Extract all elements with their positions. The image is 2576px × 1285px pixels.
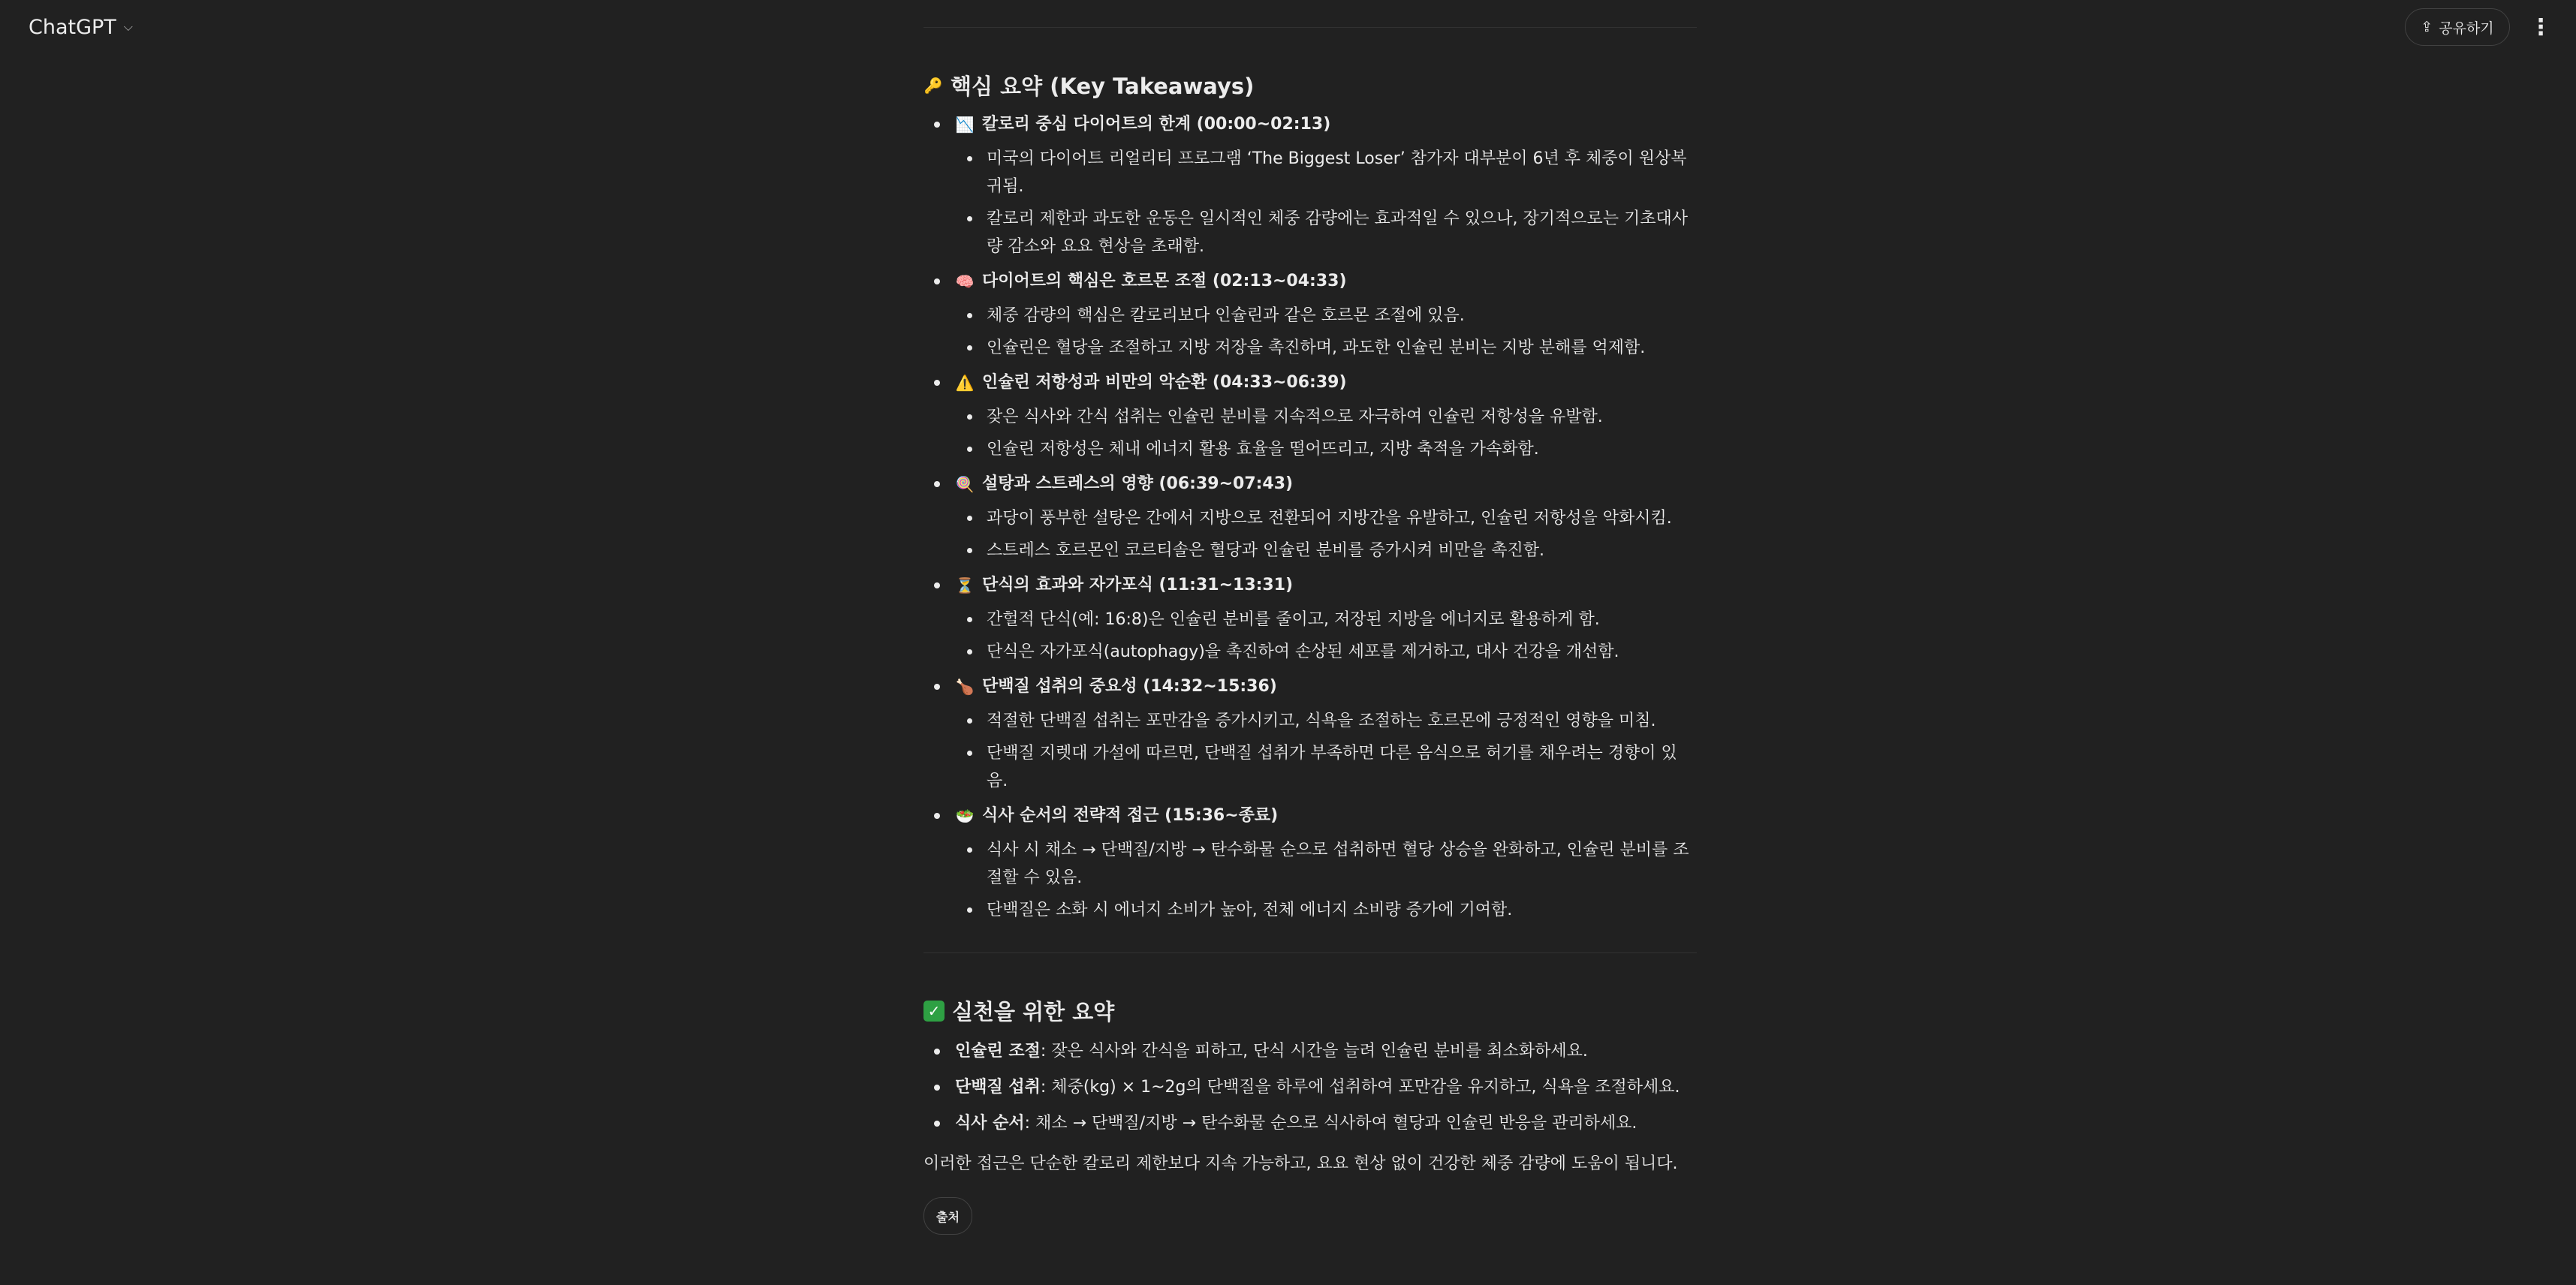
section-emoji-icon: ⚠️ (955, 374, 975, 392)
takeaway-point: 간헐적 단식(예: 16:8)은 인슐린 분비를 줄이고, 저장된 지방을 에너지로 활용하게 함. (955, 606, 1697, 633)
share-icon: ⇪ (2421, 19, 2433, 35)
takeaways-list (923, 108, 1697, 924)
takeaway-point: 단백질은 소화 시 에너지 소비가 높아, 전체 에너지 소비량 증가에 기여함. (955, 896, 1697, 924)
chevron-down-icon: ⌵ (123, 20, 133, 34)
check-mark-icon: ✓ (923, 1001, 945, 1022)
takeaway-section (923, 108, 1697, 260)
section-title-text: 단백질 섭취의 중요성 (14:32~15:36) (982, 677, 1277, 696)
section-emoji-icon: 📉 (955, 116, 975, 134)
sources-button[interactable]: 출처 (923, 1197, 972, 1235)
section-title-text: 식사 순서의 전략적 접근 (15:36~종료) (982, 806, 1279, 825)
takeaway-section (923, 366, 1697, 463)
takeaway-point: 인슐린 저항성은 체내 에너지 활용 효율을 떨어뜨리고, 지방 축적을 가속화함. (955, 435, 1697, 463)
practice-item-text: : 채소 → 단백질/지방 → 탄수화물 순으로 식사하여 혈당과 인슐린 반응을 관리하세요. (1024, 1114, 1637, 1133)
takeaways-heading (923, 70, 1697, 101)
section-emoji-icon: 🍗 (955, 678, 975, 696)
takeaway-point: 미국의 다이어트 리얼리티 프로그램 ‘The Biggest Loser’ 참가자 대부분이 6년 후 체중이 원상복귀됨. (955, 145, 1697, 200)
takeaway-section-title (955, 468, 1697, 501)
takeaway-section-title (955, 799, 1697, 832)
section-emoji-icon: 🥗 (955, 807, 975, 825)
section-title-text: 설탕과 스트레스의 영향 (06:39~07:43) (982, 474, 1294, 493)
model-name: ChatGPT (29, 15, 116, 39)
assistant-message (923, 0, 1697, 1235)
takeaway-section (923, 799, 1697, 924)
practice-heading (923, 995, 1697, 1026)
takeaway-point: 단식은 자가포식(autophagy)을 촉진하여 손상된 세포를 제거하고, 대사 건강을 개선함. (955, 638, 1697, 666)
takeaway-point: 과당이 풍부한 설탕은 간에서 지방으로 전환되어 지방간을 유발하고, 인슐린 저항성을 악화시킴. (955, 504, 1697, 532)
section-emoji-icon: 🧠 (955, 272, 975, 290)
practice-item-label: 식사 순서 (955, 1114, 1025, 1133)
takeaway-points (955, 707, 1697, 795)
takeaway-section-title (955, 108, 1697, 141)
takeaway-section-title (955, 366, 1697, 399)
takeaway-points (955, 403, 1697, 463)
practice-item (923, 1070, 1697, 1106)
practice-item (923, 1034, 1697, 1070)
practice-item (923, 1106, 1697, 1142)
takeaway-point: 체중 감량의 핵심은 칼로리보다 인슐린과 같은 호르몬 조절에 있음. (955, 302, 1697, 330)
top-divider (923, 27, 1697, 28)
takeaway-point: 잦은 식사와 간식 섭취는 인슐린 분비를 지속적으로 자극하여 인슐린 저항성을 유발함. (955, 403, 1697, 431)
takeaway-points (955, 145, 1697, 260)
practice-item-text: : 체중(kg) × 1~2g의 단백질을 하루에 섭취하여 포만감을 유지하고, 식욕을 조절하세요. (1040, 1078, 1680, 1097)
practice-item-text: : 잦은 식사와 간식을 피하고, 단식 시간을 늘려 인슐린 분비를 최소화하세요. (1040, 1042, 1588, 1061)
takeaway-point: 적절한 단백질 섭취는 포만감을 증가시키고, 식욕을 조절하는 호르몬에 긍정적인 영향을 미침. (955, 707, 1697, 735)
takeaway-section-title (955, 265, 1697, 298)
takeaway-section (923, 265, 1697, 362)
practice-item-label: 단백질 섭취 (955, 1078, 1041, 1097)
more-options-icon[interactable]: ⋮ (2529, 14, 2552, 41)
takeaway-points (955, 606, 1697, 666)
takeaway-section-title (955, 670, 1697, 703)
practice-item-label: 인슐린 조절 (955, 1042, 1041, 1061)
takeaway-point: 스트레스 호르몬인 코르티솔은 혈당과 인슐린 분비를 증가시켜 비만을 촉진함. (955, 537, 1697, 564)
takeaway-point: 단백질 지렛대 가설에 따르면, 단백질 섭취가 부족하면 다른 음식으로 허기를 채우려는 경향이 있음. (955, 739, 1697, 795)
takeaway-point: 칼로리 제한과 과도한 운동은 일시적인 체중 감량에는 효과적일 수 있으나, 장기적으로는 기초대사량 감소와 요요 현상을 초래함. (955, 205, 1697, 260)
takeaway-section (923, 569, 1697, 666)
section-emoji-icon: 🍭 (955, 475, 975, 493)
takeaway-section (923, 468, 1697, 564)
practice-heading-text: 실천을 위한 요약 (952, 999, 1115, 1025)
share-label: 공유하기 (2439, 20, 2494, 37)
takeaways-heading-text: 핵심 요약 (Key Takeaways) (951, 74, 1255, 99)
takeaway-point: 식사 시 채소 → 단백질/지방 → 탄수화물 순으로 섭취하면 혈당 상승을 완화하고, 인슐린 분비를 조절할 수 있음. (955, 836, 1697, 892)
takeaway-point: 인슐린은 혈당을 조절하고 지방 저장을 촉진하며, 과도한 인슐린 분비는 지방 분해를 억제함. (955, 334, 1697, 362)
takeaway-points (955, 504, 1697, 564)
section-title-text: 칼로리 중심 다이어트의 한계 (00:00~02:13) (982, 115, 1331, 134)
takeaway-points (955, 302, 1697, 362)
section-emoji-icon: ⏳ (955, 576, 975, 594)
share-button[interactable] (2405, 8, 2510, 46)
section-title-text: 단식의 효과와 자가포식 (11:31~13:31) (982, 576, 1294, 594)
takeaway-points (955, 836, 1697, 924)
takeaway-section-title (955, 569, 1697, 602)
conclusion-text: 이러한 접근은 단순한 칼로리 제한보다 지속 가능하고, 요요 현상 없이 건강한 체중 감량에 도움이 됩니다. (923, 1154, 1678, 1173)
key-icon: 🔑 (923, 76, 943, 95)
section-title-text: 다이어트의 핵심은 호르몬 조절 (02:13~04:33) (982, 272, 1347, 290)
section-title-text: 인슐린 저항성과 비만의 악순환 (04:33~06:39) (982, 373, 1347, 392)
section-divider (923, 952, 1697, 953)
takeaway-section (923, 670, 1697, 795)
model-switcher-button[interactable] (23, 11, 139, 44)
practice-list (923, 1034, 1697, 1142)
